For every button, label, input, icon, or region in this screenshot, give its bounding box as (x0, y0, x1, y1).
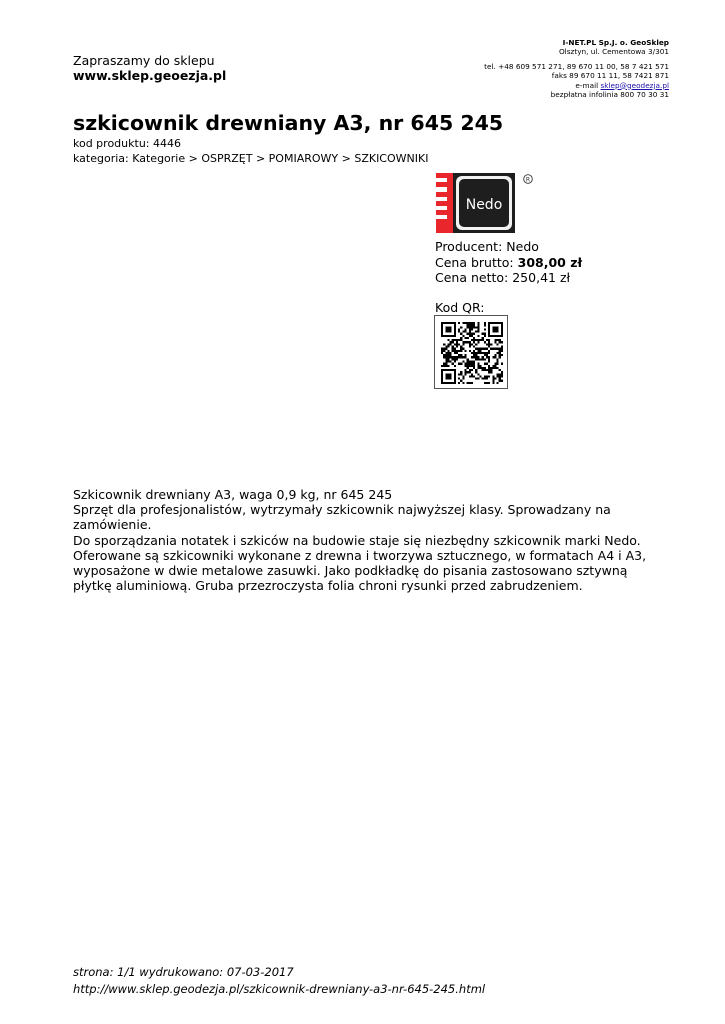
qr-code-icon (441, 322, 503, 384)
shop-url-link[interactable]: www.sklep.geoezja.pl (73, 68, 227, 83)
price-gross-line (435, 255, 582, 271)
price-gross-value: 308,00 zł (517, 254, 583, 270)
email-prefix: e-mail (575, 80, 599, 90)
product-title: szkicownik drewniany A3, nr 645 245 (73, 111, 504, 135)
description-line-3: Do sporządzania notatek i szkiców na budowie staje się niezbędny szkicownik marki Nedo. Oferowane są szkicowniki wykonane z drewna i tworzywa sztucznego, w formatach A4 i A3, wyposażone w dwie metalowe zasuwki. Jako podkładkę do pisania zastosowano sztywną płytkę aluminiową. Gruba przezroczysta folia chroni rysunki przed zabrudzeniem. (73, 532, 647, 594)
company-hotline: bezpłatna infolinia 800 70 30 31 (550, 90, 669, 100)
product-description (73, 487, 653, 593)
company-email-line (409, 81, 669, 90)
qr-label: Kod QR: (435, 300, 485, 315)
price-net-label: Cena netto: (435, 270, 509, 285)
logo-brand-text: Nedo (465, 197, 503, 213)
producer-label: Producent: (435, 239, 503, 254)
product-code: kod produktu: 4446 (73, 137, 181, 150)
company-contact-block (409, 38, 669, 99)
description-line-1: Szkicownik drewniany A3, waga 0,9 kg, nr 645 245 (73, 487, 393, 502)
company-fax: faks 89 670 11 11, 58 7421 871 (551, 71, 669, 81)
page-footer (73, 964, 485, 998)
product-meta (73, 136, 428, 166)
price-gross-label: Cena brutto: (435, 254, 514, 270)
company-address: Olsztyn, ul. Cementowa 3/301 (558, 47, 669, 57)
producer-name: Nedo (506, 239, 539, 254)
price-net-line (435, 270, 582, 286)
company-phone: tel. +48 609 571 271, 89 670 11 00, 58 7 421 571 (484, 61, 669, 71)
product-category: kategoria: Kategorie > OSPRZĘT > POMIAROWY > SZKICOWNIKI (73, 152, 429, 165)
product-info (435, 239, 582, 286)
registered-mark-icon: R (525, 176, 531, 184)
email-link[interactable]: sklep@geodezja.pl (600, 80, 669, 90)
welcome-text: Zapraszamy do sklepu (73, 53, 215, 68)
price-net-value: 250,41 zł (512, 270, 571, 285)
footer-url[interactable]: http://www.sklep.geodezja.pl/szkicownik-drewniany-a3-nr-645-245.html (73, 982, 486, 996)
producer-logo (435, 172, 537, 234)
company-name: I-NET.PL Sp.J. o. GeoSklep (562, 38, 669, 47)
producer-line (435, 239, 582, 255)
footer-page-info: strona: 1/1 wydrukowano: 07-03-2017 (73, 965, 294, 979)
qr-code (434, 315, 508, 389)
nedo-logo-icon (435, 172, 537, 234)
description-line-2: Sprzęt dla profesjonalistów, wytrzymały szkicownik najwyższej klasy. Sprowadzany na zamówienie. (73, 502, 611, 533)
welcome-block (73, 53, 226, 83)
